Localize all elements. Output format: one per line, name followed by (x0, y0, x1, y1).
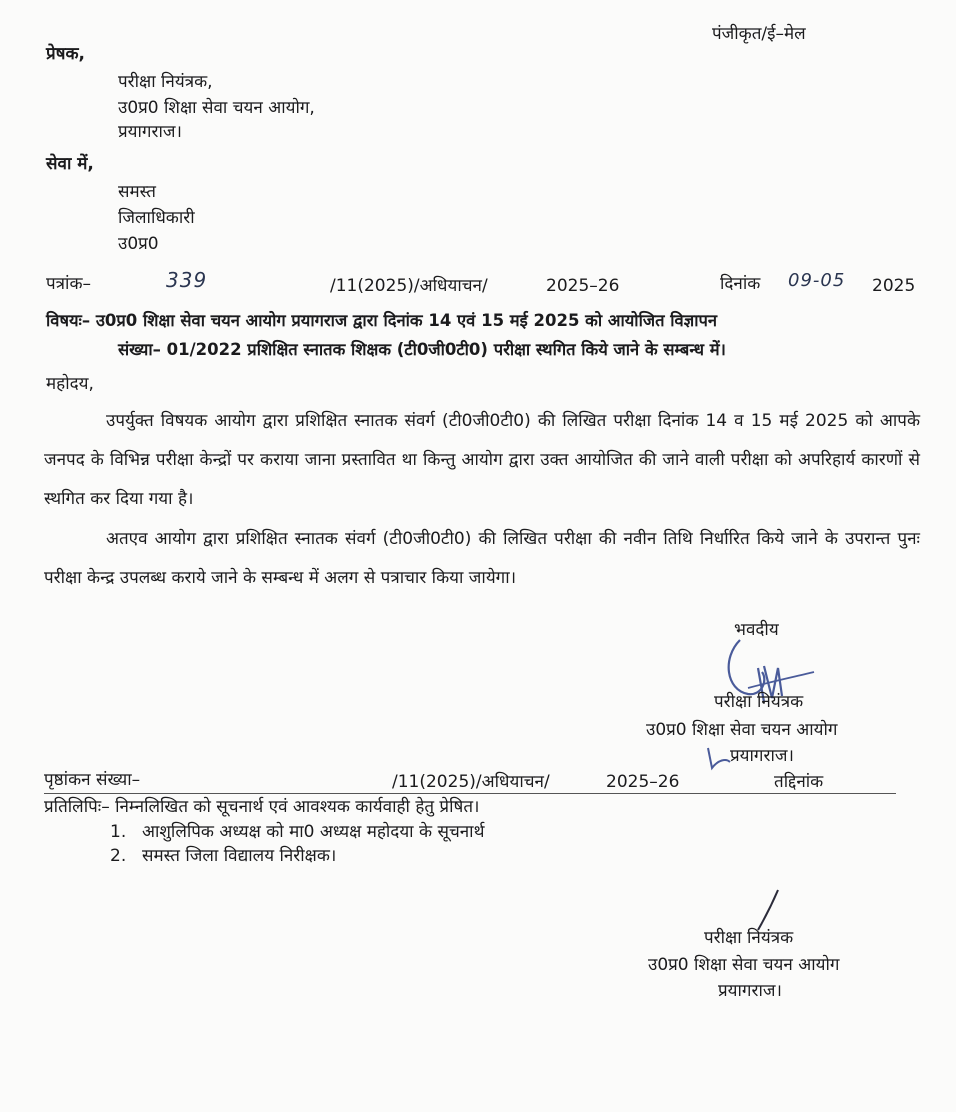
endorsement-label: पृष्ठांकन संख्या– (44, 770, 141, 790)
signatory-title: परीक्षा नियंत्रक (714, 692, 804, 712)
body-paragraph-2-text: अतएव आयोग द्वारा प्रशिक्षित स्नातक संवर्ग (टी0जी0टी0) की लिखित परीक्षा की नवीन तिथि निर्धारित किये जाने के उपरान्त पुनः परीक्षा केन्द्र उपलब्ध कराये जाने के सम्बन्ध में अलग से पत्राचार किया जायेगा। (44, 529, 920, 588)
reference-number-handwritten: 339 (166, 268, 208, 292)
subject-line-2: संख्या– 01/2022 प्रशिक्षित स्नातक शिक्षक (टी0जी0टी0) परीक्षा स्थगित किये जाने के सम्बन्ध में। (118, 340, 726, 359)
copy-item-text: आशुलिपिक अध्यक्ष को मा0 अध्यक्ष महोदया के सूचनार्थ (142, 822, 485, 842)
copy-item-text: समस्त जिला विद्यालय निरीक्षक। (142, 846, 337, 866)
recipient-line: जिलाधिकारी (118, 208, 195, 228)
salutation: महोदय, (46, 374, 94, 394)
signatory-city: प्रयागराज। (730, 746, 794, 766)
initial-mark (700, 744, 734, 774)
sender-line: उ0प्र0 शिक्षा सेवा चयन आयोग, (118, 98, 315, 118)
closing: भवदीय (734, 620, 779, 640)
reference-code: /11(2025)/अधियाचन/ (330, 276, 488, 296)
date-label: दिनांक (720, 274, 761, 294)
subject-line-1: विषयः– उ0प्र0 शिक्षा सेवा चयन आयोग प्रयागराज द्वारा दिनांक 14 एवं 15 मई 2025 को आयोजित विज्ञापन (46, 311, 718, 330)
body-paragraph-2 (44, 520, 920, 598)
recipient-line: समस्त (118, 182, 156, 202)
signatory-office-2: उ0प्र0 शिक्षा सेवा चयन आयोग (648, 955, 840, 975)
body-paragraph-1-text: उपर्युक्त विषयक आयोग द्वारा प्रशिक्षित स्नातक संवर्ग (टी0जी0टी0) की लिखित परीक्षा दिनांक 14 व 15 मई 2025 को आपके जनपद के विभिन्न परीक्षा केन्द्रों पर कराया जाना प्रस्तावित था किन्तु आयोग द्वारा उक्त आयोजित की जाने वाली परीक्षा को अपरिहार्य कारणों से स्थगित कर दिया गया है। (44, 411, 920, 509)
endorsement-year: 2025–26 (606, 772, 680, 792)
copy-item-number: 1. (110, 822, 127, 842)
sender-line: परीक्षा नियंत्रक, (118, 72, 213, 92)
body-paragraph-1 (44, 402, 920, 519)
signatory-office: उ0प्र0 शिक्षा सेवा चयन आयोग (646, 720, 838, 740)
signatory-title-2: परीक्षा नियंत्रक (704, 928, 794, 948)
sender-label: प्रेषक, (46, 44, 86, 64)
dispatch-mode: पंजीकृत/ई–मेल (712, 24, 806, 44)
date-handwritten: 09-05 (788, 270, 846, 291)
endorsement-code: /11(2025)/अधियाचन/ (392, 772, 550, 792)
divider-rule (44, 793, 896, 794)
signatory-city-2: प्रयागराज। (718, 981, 782, 1001)
copy-item-number: 2. (110, 846, 127, 866)
sender-line: प्रयागराज। (118, 122, 182, 142)
recipient-line: उ0प्र0 (118, 234, 159, 254)
reference-label: पत्रांक– (46, 274, 91, 294)
copy-label: प्रतिलिपिः– निम्नलिखित को सूचनार्थ एवं आवश्यक कार्यवाही हेतु प्रेषित। (44, 797, 480, 817)
reference-year: 2025–26 (546, 276, 620, 296)
recipient-label: सेवा में, (46, 154, 94, 174)
date-year: 2025 (872, 276, 916, 296)
endorsement-date: तद्दिनांक (774, 772, 824, 792)
